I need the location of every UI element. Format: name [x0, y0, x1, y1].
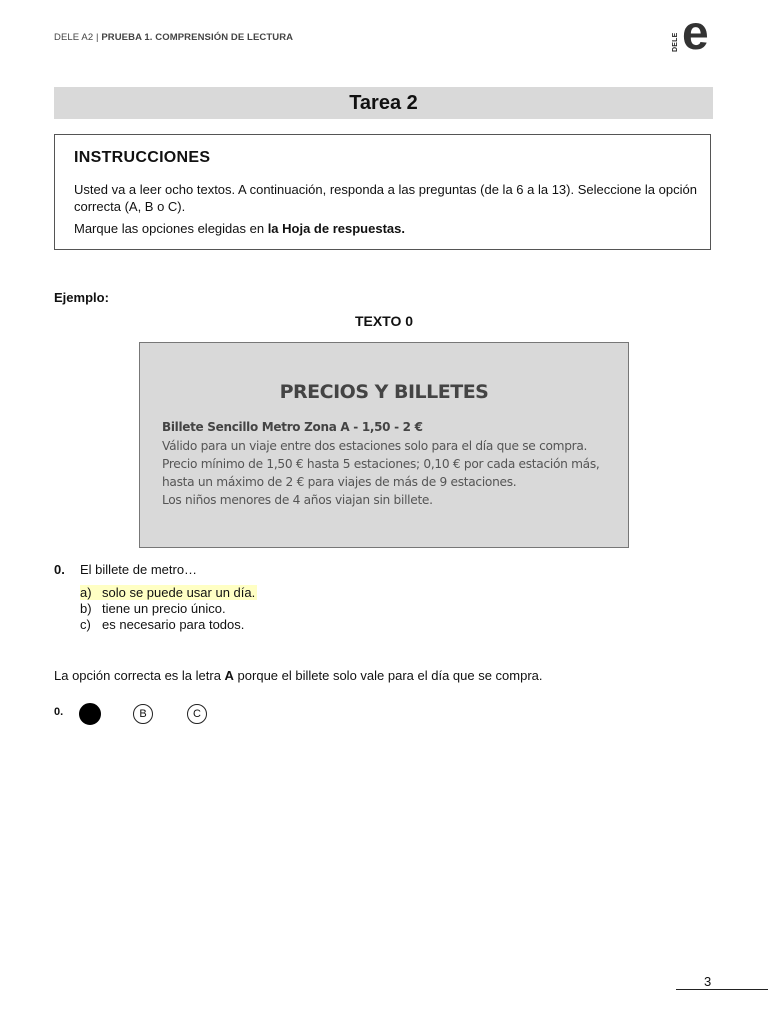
sample-title: PRECIOS Y BILLETES — [279, 381, 489, 403]
explanation-letter: A — [224, 668, 234, 683]
sample-subtitle: Billete Sencillo Metro Zona A - 1,50 - 2 € — [162, 420, 423, 434]
option-letter: a) — [80, 585, 92, 600]
answer-bubble-b: B — [133, 704, 153, 724]
option-letter: b) — [80, 601, 92, 616]
example-label: Ejemplo: — [54, 290, 109, 305]
page-number: 3 — [704, 974, 712, 989]
logo-letter: e — [682, 7, 709, 60]
instructions-box — [54, 134, 711, 250]
text-title: TEXTO 0 — [354, 313, 414, 329]
instructions-p2-text: Marque las opciones elegidas en — [74, 221, 268, 236]
page-number-rule — [676, 989, 768, 990]
answer-number: 0. — [54, 706, 64, 718]
explanation — [54, 668, 543, 683]
section-label: COMPRENSIÓN DE LECTURA — [152, 32, 294, 43]
answer-bubble-a-filled — [79, 703, 101, 725]
running-header — [54, 32, 293, 43]
option-text: tiene un precio único. — [102, 601, 226, 616]
answer-bubble-c: C — [187, 704, 207, 724]
exam-name: DELE A2 — [54, 32, 94, 43]
instructions-heading: INSTRUCCIONES — [74, 149, 211, 166]
logo-vertical-text: DELE — [672, 32, 679, 52]
sample-line: hasta un máximo de 2 € para viajes de más de 9 estaciones. — [162, 475, 517, 489]
option-text: solo se puede usar un día. — [102, 585, 256, 600]
option-c — [80, 617, 244, 632]
task-title: Tarea 2 — [349, 91, 418, 114]
option-a — [80, 585, 257, 600]
sample-text-box — [139, 342, 629, 548]
instructions-paragraph: Usted va a leer ocho textos. A continuación, responda a las preguntas (de la 6 a la 13). Seleccione la opción correcta (A, B o C). — [74, 182, 697, 214]
instructions-p2-bold: la Hoja de respuestas. — [267, 221, 405, 236]
instructions-paragraph-2 — [74, 221, 405, 236]
prueba-label: PRUEBA 1. — [101, 32, 153, 43]
question-text: El billete de metro… — [80, 562, 198, 577]
question-number: 0. — [54, 562, 65, 577]
dele-logo — [672, 7, 718, 62]
option-text: es necesario para todos. — [102, 617, 245, 632]
task-title-bar — [54, 87, 713, 119]
explanation-text-end: porque el billete solo vale para el día que se compra. — [233, 668, 543, 683]
header-separator: | — [93, 32, 102, 43]
option-b — [80, 601, 226, 616]
option-letter: c) — [80, 617, 91, 632]
explanation-text: La opción correcta es la letra — [54, 668, 225, 683]
sample-line: Válido para un viaje entre dos estaciones solo para el día que se compra. — [162, 439, 588, 453]
sample-line: Los niños menores de 4 años viajan sin billete. — [162, 493, 433, 507]
sample-line: Precio mínimo de 1,50 € hasta 5 estaciones; 0,10 € por cada estación más, — [162, 457, 600, 471]
